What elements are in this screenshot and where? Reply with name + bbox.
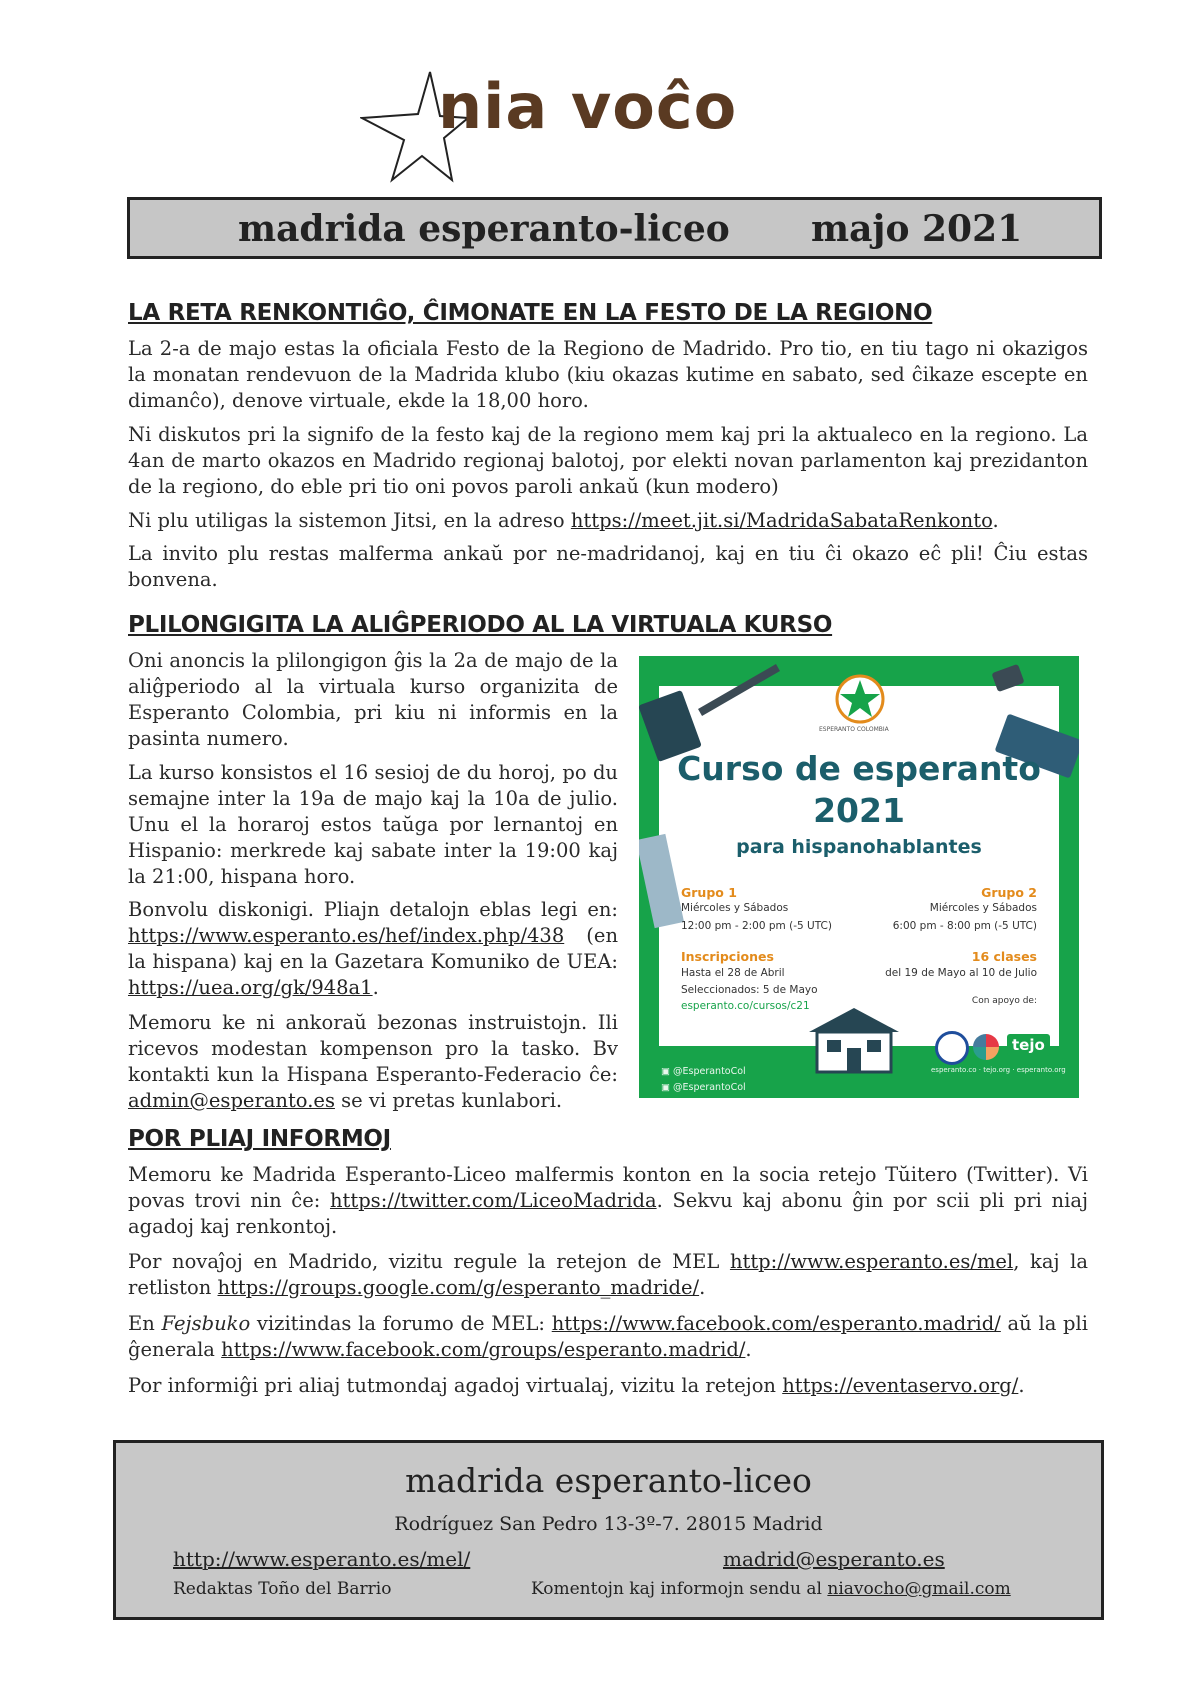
section1-paragraph-3: Ni plu utiligas la sistemon Jitsi, en la adreso https://meet.jit.si/MadridaSabataRenkonto. [128, 509, 999, 532]
inscripciones-title: Inscripciones [681, 949, 774, 964]
group2-title: Grupo 2 [981, 885, 1037, 900]
section1-paragraph-4: La invito plu restas malferma ankaŭ por ne-madridanoj, kaj en tiu ĉi okazo eĉ pli! Ĉiu estas bonvena. [128, 542, 1088, 591]
mel-website-link[interactable]: http://www.esperanto.es/mel [729, 1250, 1014, 1273]
group1-title: Grupo 1 [681, 885, 737, 900]
footer-address: Rodríguez San Pedro 13-3º-7. 28015 Madrid [394, 1513, 823, 1535]
newsletter-logo: nia voĉo [438, 70, 738, 143]
group2-days: Miércoles y Sábados [929, 902, 1037, 914]
footer-org: madrida esperanto-liceo [405, 1461, 812, 1500]
facebook-mel-link[interactable]: https://www.facebook.com/esperanto.madrid/ [551, 1312, 1001, 1335]
footer-comments-email-link[interactable]: niavocho@gmail.com [827, 1579, 1011, 1599]
poster-url: esperanto.co/cursos/c21 [681, 1000, 810, 1012]
twitter-link[interactable]: https://twitter.com/LiceoMadrida [329, 1189, 657, 1212]
facebook-group-link[interactable]: https://www.facebook.com/groups/esperanto.madrid/ [221, 1338, 746, 1361]
poster-footer-right: esperanto.co · tejo.org · esperanto.org [931, 1066, 1066, 1074]
section3-paragraph-2: Por novaĵoj en Madrido, vizitu regule la retejon de MEL http://www.esperanto.es/mel, kaj la retliston https://groups.google.com/g/esperanto_madride/. [128, 1250, 1088, 1299]
footer-email-link[interactable]: madrid@esperanto.es [723, 1547, 945, 1571]
poster-title: Curso de esperanto 2021 [677, 749, 1041, 830]
section1-paragraph-1: La 2-a de majo estas la oficiala Festo de la Regiono de Madrido. Pro tio, en tiu tago ni okazigos la monatan rendevuon de la Madrida klubo (kiu okazas kutime en sabato, sed ĉikaze escepte en dimanĉo), denove virtuale, ekde la 18,00 horo. [128, 337, 1088, 412]
footer-comments: Komentojn kaj informojn sendu al niavocho@gmail.com [531, 1579, 1011, 1599]
section1-paragraph-2: Ni diskutos pri la signifo de la festo kaj de la regiono mem kaj pri la aktualeco en la regiono. La 4an de marto okazos en Madrido regionaj balotoj, por elekti novan parlamenton kaj prezidanton de la regiono, do eble pri tio oni povos paroli ankaŭ (kun modero) [128, 423, 1088, 498]
header-bar [127, 197, 1102, 259]
school-building-icon [799, 1006, 909, 1076]
esperanto-colombia-logo [835, 674, 885, 724]
google-groups-link[interactable]: https://groups.google.com/g/esperanto_madride/ [217, 1276, 700, 1299]
header-date: majo 2021 [811, 208, 1023, 250]
header-org: madrida esperanto-liceo [238, 208, 730, 250]
section3-heading: POR PLIAJ INFORMOJ [128, 1126, 391, 1152]
footer-website-link[interactable]: http://www.esperanto.es/mel/ [173, 1547, 471, 1571]
hef-link[interactable]: https://www.esperanto.es/hef/index.php/438 [128, 924, 565, 947]
clases-dates: del 19 de Mayo al 10 de Julio [885, 967, 1037, 979]
flower-logo [973, 1034, 999, 1060]
partners-label: Con apoyo de: [971, 996, 1037, 1006]
uea-link[interactable]: https://uea.org/gk/948a1 [128, 976, 373, 999]
admin-email-link[interactable]: admin@esperanto.es [128, 1089, 335, 1112]
section2-paragraph-1: Oni anoncis la plilongigon ĝis la 2a de majo de la aliĝperiodo al la virtuala kurso organizita de Esperanto Colombia, pri kiu ni informis en la pasinta numero. [128, 649, 618, 750]
section3-paragraph-3: En Fejsbuko vizitindas la forumo de MEL: https://www.facebook.com/esperanto.madrid/ aŭ la pli ĝenerala https://www.facebook.com/groups/esperanto.madrid/. [128, 1312, 1089, 1361]
section3-paragraph-1: Memoru ke Madrida Esperanto-Liceo malfermis konton en la socia retejo Tŭitero (Twitter). Vi povas trovi nin ĉe: https://twitter.com/LiceoMadrida. Sekvu kaj abonu ĝin por scii pli pri niaj agadoj kaj renkontoj. [128, 1163, 1088, 1238]
group1-days: Miércoles y Sábados [681, 902, 789, 914]
section3-paragraph-4: Por informiĝi pri aliaj tutmondaj agadoj virtualaj, vizitu la retejon https://eventaservo.org/. [128, 1374, 1025, 1397]
jitsi-link[interactable]: https://meet.jit.si/MadridaSabataRenkonto [570, 509, 993, 532]
seleccionados: Seleccionados: 5 de Mayo [681, 984, 818, 996]
group2-time: 6:00 pm - 8:00 pm (-5 UTC) [892, 920, 1037, 932]
section2-paragraph-3: Bonvolu diskonigi. Pliajn detalojn eblas legi en: https://www.esperanto.es/hef/index.php/438 (en la hispana) kaj en la Gazetara Komuniko de UEA: https://uea.org/gk/948a1. [128, 898, 618, 999]
section2-heading: PLILONGIGITA LA ALIĜPERIODO AL LA VIRTUALA KURSO [128, 612, 833, 638]
inscripciones-date: Hasta el 28 de Abril [681, 967, 785, 979]
footer-box [113, 1440, 1104, 1620]
instagram-handle: ▣ @EsperantoCol [661, 1066, 746, 1077]
course-poster [639, 656, 1079, 1098]
section1-heading: LA RETA RENKONTIĜO, ĈIMONATE EN LA FESTO DE LA REGIONO [128, 300, 933, 326]
section2-paragraph-4: Memoru ke ni ankoraŭ bezonas instruistojn. Ili ricevos modestan kompenson pro la tasko. Bv kontakti kun la Hispana Esperanto-Federacio ĉe: admin@esperanto.es se vi pretas kunlabori. [128, 1011, 618, 1112]
poster-subtitle: para hispanohablantes [736, 836, 982, 858]
poster-org-small: ESPERANTO COLOMBIA [819, 726, 889, 733]
footer-editor: Redaktas Toño del Barrio [173, 1579, 392, 1599]
tejo-logo: tejo [1007, 1034, 1050, 1056]
uea-logo [935, 1031, 969, 1065]
clases-title: 16 clases [971, 949, 1037, 964]
facebook-handle: ▣ @EsperantoCol [661, 1082, 746, 1093]
section2-paragraph-2: La kurso konsistos el 16 sesioj de du horoj, po du semajne inter la 19a de majo kaj la 10a de julio. Unu el la horaroj estos taŭga por lernantoj en Hispanio: merkrede kaj sabate inter la 19:00 kaj la 21:00, hispana horo. [128, 761, 618, 888]
group1-time: 12:00 pm - 2:00 pm (-5 UTC) [681, 920, 832, 932]
eventaservo-link[interactable]: https://eventaservo.org/ [782, 1374, 1019, 1397]
